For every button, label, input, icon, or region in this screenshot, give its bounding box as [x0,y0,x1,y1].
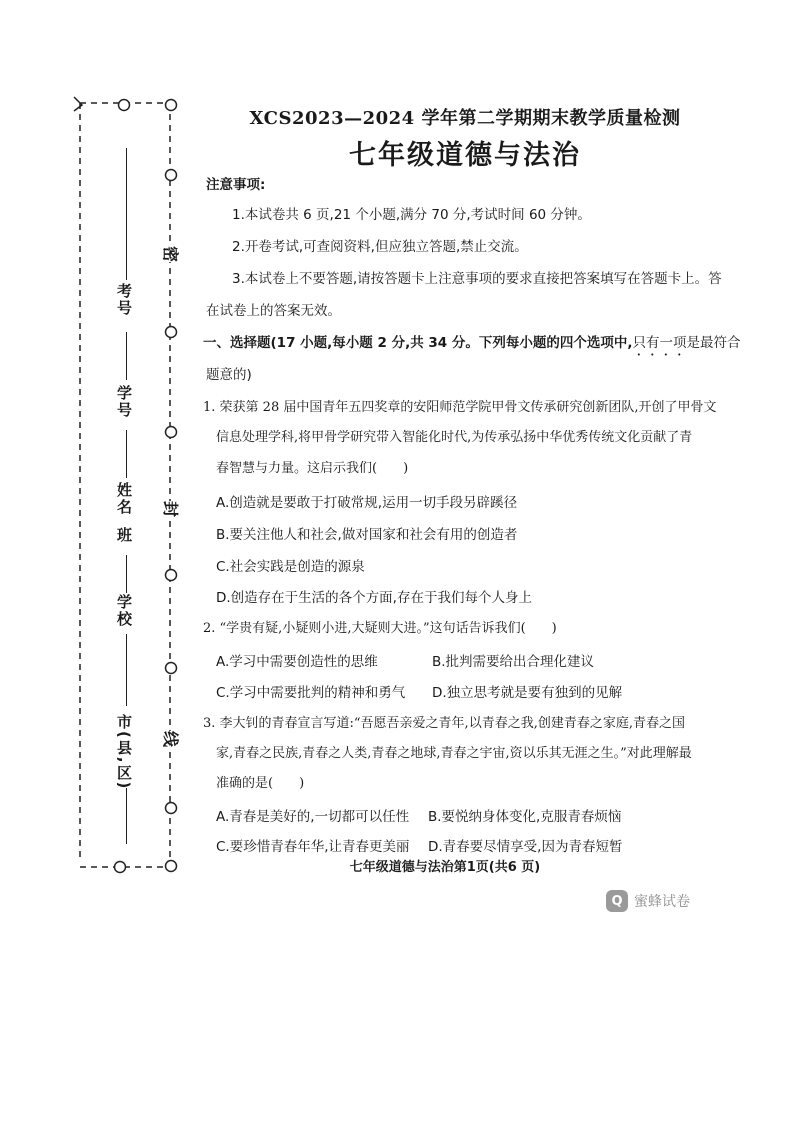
q-logo-icon: Q [606,890,628,912]
option-d: D.青春要尽情享受,因为青春短暂 [428,839,623,855]
option-c: C.学习中需要批判的精神和勇气 [216,685,406,701]
question-stem: 准确的是( ) [216,776,305,791]
label-xuexiao: 学校 [115,594,133,628]
question-stem: 信息处理学科,将甲骨学研究带入智能化时代,为传承弘扬中华优秀传统文化贡献了青 [216,430,693,445]
exam-title: XCS2023—2024 学年第二学期期末教学质量检测 [249,108,681,129]
label-xuehao: 学号 [115,385,133,419]
option-a: A.学习中需要创造性的思维 [216,654,378,670]
notice-item: 2.开卷考试,可查阅资料,但应独立答题,禁止交流。 [232,239,528,255]
seal-char-xian: 线 [161,730,181,748]
question-stem: 家,青春之民族,青春之人类,青春之地球,青春之宇宙,资以乐其无涯之生。”对此理解最 [216,746,692,761]
section-title-emphasis: 只有一项 [632,335,687,351]
label-ban: 班 [115,527,133,544]
notice-item: 在试卷上的答案无效。 [206,303,341,319]
question-stem: 1. 荣获第 28 届中国青年五四奖章的安阳师范学院甲骨文传承研究创新团队,开创了甲骨文 [203,400,717,415]
option-d: D.独立思考就是要有独到的见解 [432,685,623,701]
ban-underline [126,555,127,593]
notice-item: 1.本试卷共 6 页,21 个小题,满分 70 分,考试时间 60 分钟。 [232,207,591,223]
shixianqu-underline [126,788,127,844]
xuexiao-underline [126,634,127,706]
option-a: A.青春是美好的,一切都可以任性 [216,809,410,825]
option-b: B.要悦纳身体变化,克服青春烦恼 [428,809,622,825]
subject-title: 七年级道德与法治 [349,140,581,171]
question-stem: 3. 李大钊的青春宣言写道:“吾愿吾亲爱之青年,以青春之我,创建青春之家庭,青春之国 [203,716,685,731]
option-b: B.批判需要给出合理化建议 [432,654,595,670]
question-stem: 春智慧与力量。这启示我们( ) [216,461,409,476]
watermark [606,888,690,914]
binding-line [0,0,200,900]
section-title-prefix: 一、选择题(17 小题,每小题 2 分,共 34 分。下列每小题的四个选项中, [203,335,633,351]
question-stem: 2. “学贵有疑,小疑则小进,大疑则大进。”这句话告诉我们( ) [203,621,557,636]
seal-char-mi: 密 [161,245,181,263]
notice-item: 3.本试卷上不要答题,请按答题卡上注意事项的要求直接把答案填写在答题卡上。答 [232,271,722,287]
label-kaohao: 考号 [115,283,133,317]
section-title-suffix: 是最符合 [686,335,741,351]
xuehao-underline [126,332,127,380]
xingming-underline [126,430,127,478]
option-c: C.要珍惜青春年华,让青春更美丽 [216,839,410,855]
option-c: C.社会实践是创造的源泉 [216,559,365,575]
seal-char-feng: 封 [161,500,181,518]
page-footer: 七年级道德与法治第1页(共6 页) [349,860,541,875]
notice-heading: 注意事项: [206,177,266,193]
watermark-text: 蜜蜂试卷 [634,894,690,910]
label-xingming: 姓名 [115,482,133,516]
kaohao-underline [126,148,127,280]
section-title-line2: 题意的) [206,367,252,383]
option-a: A.创造就是要敢于打破常规,运用一切手段另辟蹊径 [216,495,518,511]
option-b: B.要关注他人和社会,做对国家和社会有用的创造者 [216,527,518,543]
section-title [203,334,741,359]
option-d: D.创造存在于生活的各个方面,存在于我们每个人身上 [216,590,532,606]
label-shixianqu: 市(县,区) [115,714,133,791]
